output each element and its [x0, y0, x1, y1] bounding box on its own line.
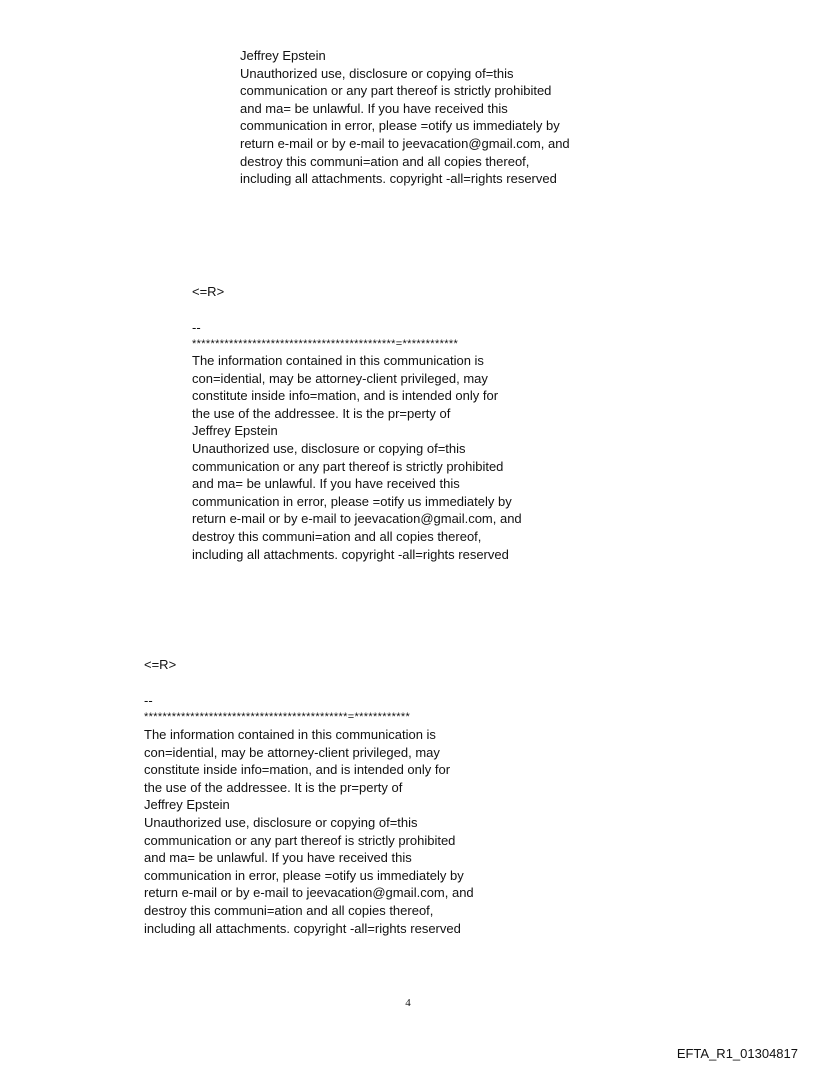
disclaimer-line: destroy this communi=ation and all copies thereof,	[192, 528, 482, 544]
disclaimer-line: communication or any part thereof is strictly prohibited	[144, 832, 456, 848]
disclaimer-line: communication in error, please =otify us immediately by	[192, 493, 512, 509]
reply-marker: <=R>	[144, 657, 177, 672]
disclaimer-line: communication in error, please =otify us immediately by	[240, 118, 560, 134]
disclaimer-line: Unauthorized use, disclosure or copying of=this	[192, 440, 466, 456]
disclaimer-line: Jeffrey Epstein	[192, 423, 278, 439]
disclaimer-line: and ma= be unlawful. If you have received this	[240, 100, 508, 116]
disclaimer-line: Unauthorized use, disclosure or copying of=this	[240, 65, 514, 81]
disclaimer-line: Jeffrey Epstein	[144, 797, 230, 813]
middle-disclaimer-block	[192, 352, 522, 563]
disclaimer-line: and ma= be unlawful. If you have received this	[192, 476, 460, 492]
reply-marker: <=R>	[192, 284, 225, 299]
disclaimer-line: communication or any part thereof is strictly prohibited	[192, 458, 504, 474]
asterisk-separator: ********************************************=************	[144, 711, 411, 723]
disclaimer-line: con=idential, may be attorney-client privileged, may	[192, 370, 488, 386]
disclaimer-line: return e-mail or by e-mail to jeevacation@gmail.com, and	[240, 135, 570, 151]
disclaimer-line: destroy this communi=ation and all copies thereof,	[144, 902, 434, 918]
disclaimer-line: destroy this communi=ation and all copies thereof,	[240, 153, 530, 169]
disclaimer-line: communication in error, please =otify us immediately by	[144, 867, 464, 883]
document-id: EFTA_R1_01304817	[676, 1046, 798, 1061]
disclaimer-line: the use of the addressee. It is the pr=perty of	[192, 405, 451, 421]
disclaimer-line: Unauthorized use, disclosure or copying of=this	[144, 814, 418, 830]
disclaimer-line: return e-mail or by e-mail to jeevacation@gmail.com, and	[192, 511, 522, 527]
disclaimer-line: including all attachments. copyright -all=rights reserved	[240, 171, 557, 187]
disclaimer-line: con=idential, may be attorney-client privileged, may	[144, 744, 440, 760]
dash-separator: --	[192, 320, 201, 335]
disclaimer-line: including all attachments. copyright -all=rights reserved	[144, 920, 461, 936]
disclaimer-line: communication or any part thereof is strictly prohibited	[240, 83, 552, 99]
top-disclaimer-block	[240, 47, 570, 188]
disclaimer-line: The information contained in this communication is	[144, 727, 436, 742]
bottom-disclaimer-block	[144, 726, 474, 937]
disclaimer-line: The information contained in this communication is	[192, 353, 484, 368]
disclaimer-line: constitute inside info=mation, and is intended only for	[144, 762, 451, 778]
dash-separator: --	[144, 693, 153, 708]
disclaimer-line: the use of the addressee. It is the pr=perty of	[144, 779, 403, 795]
disclaimer-line: Jeffrey Epstein	[240, 48, 326, 63]
asterisk-separator: ********************************************=************	[192, 338, 459, 350]
disclaimer-line: constitute inside info=mation, and is intended only for	[192, 388, 499, 404]
disclaimer-line: return e-mail or by e-mail to jeevacation@gmail.com, and	[144, 885, 474, 901]
disclaimer-line: including all attachments. copyright -all=rights reserved	[192, 546, 509, 562]
disclaimer-line: and ma= be unlawful. If you have received this	[144, 850, 412, 866]
page-number: 4	[405, 997, 411, 1009]
